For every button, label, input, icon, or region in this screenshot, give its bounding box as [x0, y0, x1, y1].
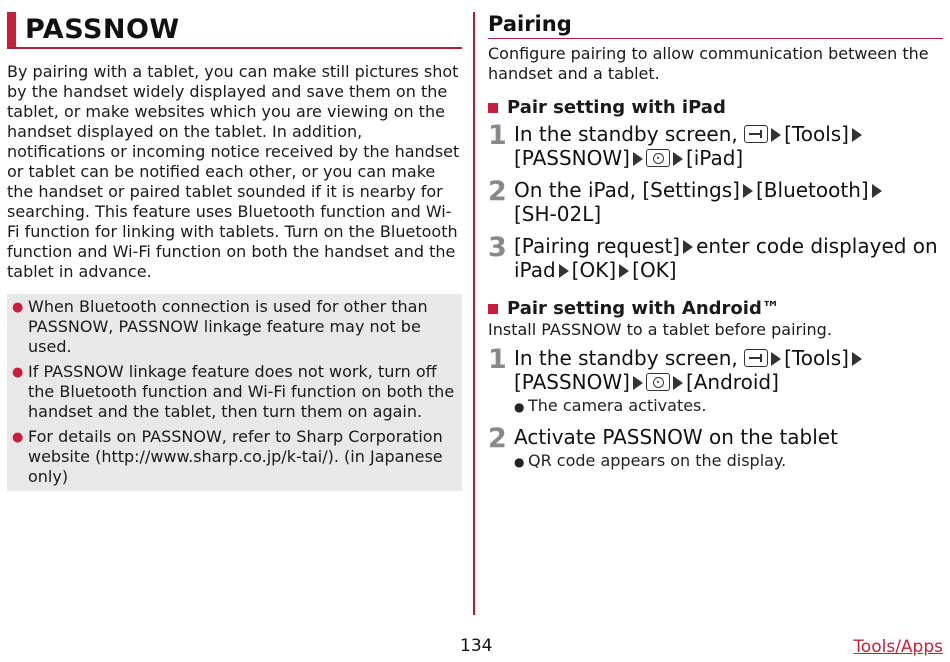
step-text-part: [OK]	[571, 258, 617, 282]
bullet-icon: ●	[12, 300, 24, 315]
arrow-right-icon	[771, 128, 781, 142]
title-accent-bar	[7, 12, 16, 47]
step-number: 2	[488, 176, 507, 207]
step-text-part: [Pairing request]	[514, 234, 681, 258]
note-item	[12, 362, 457, 422]
section-title: Pairing	[488, 10, 943, 39]
note-item	[12, 297, 457, 357]
intro-paragraph: By pairing with a tablet, you can make still pictures shot by the handset widely displayed and save them on the tablet, or make websites which you are viewing on the handset displayed on the tablet. In addition, notifications or incoming notice received by the handset or tablet can be notified each other, or you can make the handset or paired tablet sounded if it is nearby for searching. This feature uses Bluetooth function and Wi-Fi function for linking with tablets. Turn on the Bluetooth function and Wi-Fi function on both the handset and the tablet in advance.	[7, 62, 460, 281]
arrow-right-icon	[852, 128, 862, 142]
step-note-text: The camera activates.	[528, 396, 707, 415]
camera-icon	[646, 373, 670, 391]
arrow-right-icon	[771, 352, 781, 366]
bullet-icon: ●	[12, 365, 24, 380]
note-item	[12, 427, 457, 487]
square-bullet-icon	[488, 304, 498, 314]
step-text-part: [Android]	[685, 370, 779, 394]
step-text: Activate PASSNOW on the tablet	[514, 425, 838, 449]
arrow-right-icon	[619, 264, 629, 278]
step-text-part: In the standby screen,	[514, 122, 738, 146]
arrow-right-icon	[559, 264, 569, 278]
step-number: 3	[488, 232, 507, 263]
arrow-right-icon	[633, 376, 643, 390]
ipad-heading-text: Pair setting with iPad	[507, 97, 726, 118]
step-number: 1	[488, 120, 507, 151]
step-text	[514, 122, 865, 170]
step-text-part: On the iPad, [Settings]	[514, 178, 740, 202]
arrow-right-icon	[852, 352, 862, 366]
arrow-right-icon	[673, 376, 683, 390]
column-divider	[473, 12, 475, 615]
menu-key-icon	[744, 349, 768, 367]
step-text-part: In the standby screen,	[514, 346, 738, 370]
step-content	[514, 346, 865, 417]
page-title: PASSNOW	[25, 14, 180, 45]
arrow-right-icon	[872, 184, 882, 198]
camera-icon	[646, 149, 670, 167]
arrow-right-icon	[673, 152, 683, 166]
step-text-part: [iPad]	[685, 146, 744, 170]
step-text-part: [PASSNOW]	[514, 370, 630, 394]
step-text-part: [Bluetooth]	[755, 178, 869, 202]
step-text	[514, 346, 865, 394]
page-number: 134	[460, 636, 493, 656]
pairing-section	[488, 10, 943, 472]
step-text-part: [OK]	[632, 258, 677, 282]
ipad-heading	[488, 97, 943, 118]
step-text-part: [SH-02L]	[514, 202, 602, 226]
notes-box	[7, 294, 462, 491]
note-text: For details on PASSNOW, refer to Sharp Corporation website (http://www.sharp.co.jp/k-tai/). (in Japanese only)	[28, 427, 443, 486]
menu-key-icon	[744, 125, 768, 143]
step-text-part: enter code displayed on iPad	[514, 234, 938, 282]
step-number: 1	[488, 344, 507, 375]
arrow-right-icon	[633, 152, 643, 166]
section-description: Configure pairing to allow communication between the handset and a tablet.	[488, 44, 929, 83]
square-bullet-icon	[488, 103, 498, 113]
section-title-bar	[7, 12, 462, 49]
android-step-1	[488, 346, 943, 417]
bullet-icon: ●	[514, 400, 525, 414]
step-number: 2	[488, 423, 507, 454]
step-text-part: [Tools]	[784, 346, 849, 370]
step-text	[514, 178, 885, 226]
step-text-part: [Tools]	[784, 122, 849, 146]
bullet-icon: ●	[514, 455, 525, 469]
arrow-right-icon	[683, 240, 693, 254]
step-note	[514, 396, 865, 417]
arrow-right-icon	[743, 184, 753, 198]
step-text	[514, 234, 943, 282]
note-text: If PASSNOW linkage feature does not work, turn off the Bluetooth function and Wi-Fi function on both the handset and the tablet, then turn them on again.	[28, 362, 455, 421]
android-description: Install PASSNOW to a tablet before pairing.	[488, 320, 832, 339]
step-note	[514, 451, 838, 472]
android-heading-text: Pair setting with Android™	[507, 298, 780, 319]
ipad-step-1	[488, 122, 943, 170]
ipad-step-3	[488, 234, 943, 282]
step-content	[514, 425, 838, 472]
passnow-section	[7, 12, 462, 491]
note-text: When Bluetooth connection is used for other than PASSNOW, PASSNOW linkage feature may not be used.	[28, 297, 428, 356]
android-heading	[488, 298, 943, 319]
tools-apps-link[interactable]: Tools/Apps	[853, 637, 943, 657]
ipad-step-2	[488, 178, 943, 226]
android-step-2	[488, 425, 943, 472]
step-note-text: QR code appears on the display.	[528, 451, 787, 470]
step-text-part: [PASSNOW]	[514, 146, 630, 170]
bullet-icon: ●	[12, 430, 24, 445]
